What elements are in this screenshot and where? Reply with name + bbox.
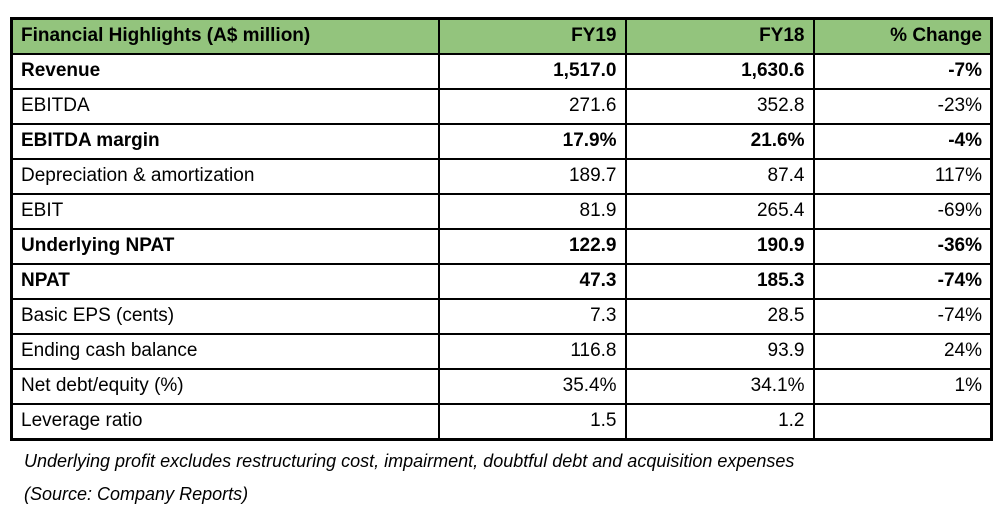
row-label-cell: Basic EPS (cents) [12, 299, 439, 334]
header-cell-fy18: FY18 [626, 19, 814, 55]
change-cell: 117% [814, 159, 992, 194]
fy18-cell: 265.4 [626, 194, 814, 229]
fy19-cell: 47.3 [439, 264, 626, 299]
table-row-npat [12, 264, 992, 299]
table-row-ebit [12, 194, 992, 229]
row-label-cell: Depreciation & amortization [12, 159, 439, 194]
footnotes [24, 449, 980, 506]
row-label-cell: Leverage ratio [12, 404, 439, 440]
row-label-cell: EBITDA margin [12, 124, 439, 159]
fy19-cell: 1,517.0 [439, 54, 626, 89]
table-row-revenue [12, 54, 992, 89]
fy18-cell: 1.2 [626, 404, 814, 440]
table-body [12, 54, 992, 440]
fy18-cell: 87.4 [626, 159, 814, 194]
fy19-cell: 1.5 [439, 404, 626, 440]
fy19-cell: 17.9% [439, 124, 626, 159]
footnote-underlying-profit: Underlying profit excludes restructuring cost, impairment, doubtful debt and acquisition expenses [24, 451, 795, 471]
fy18-cell: 352.8 [626, 89, 814, 124]
row-label-cell: Net debt/equity (%) [12, 369, 439, 404]
header-row [12, 19, 992, 55]
row-label-cell: Underlying NPAT [12, 229, 439, 264]
table-row-depreciation-amortization [12, 159, 992, 194]
fy18-cell: 1,630.6 [626, 54, 814, 89]
table-row-ebitda [12, 89, 992, 124]
change-cell: 24% [814, 334, 992, 369]
change-cell: -4% [814, 124, 992, 159]
financial-highlights-table [10, 17, 993, 441]
change-cell: -36% [814, 229, 992, 264]
change-cell: -74% [814, 299, 992, 334]
header-cell-fy19: FY19 [439, 19, 626, 55]
change-cell: -74% [814, 264, 992, 299]
change-cell: -23% [814, 89, 992, 124]
change-cell: -7% [814, 54, 992, 89]
footnote-source: (Source: Company Reports) [24, 484, 249, 504]
fy18-cell: 28.5 [626, 299, 814, 334]
header-cell-change: % Change [814, 19, 992, 55]
fy18-cell: 93.9 [626, 334, 814, 369]
row-label-cell: EBITDA [12, 89, 439, 124]
table-row-basic-eps [12, 299, 992, 334]
table-row-underlying-npat [12, 229, 992, 264]
fy19-cell: 189.7 [439, 159, 626, 194]
fy18-cell: 34.1% [626, 369, 814, 404]
fy18-cell: 185.3 [626, 264, 814, 299]
table-row-net-debt-equity [12, 369, 992, 404]
fy19-cell: 116.8 [439, 334, 626, 369]
table-row-ebitda-margin [12, 124, 992, 159]
fy19-cell: 35.4% [439, 369, 626, 404]
change-cell [814, 404, 992, 440]
header-cell-title: Financial Highlights (A$ million) [12, 19, 439, 55]
fy19-cell: 122.9 [439, 229, 626, 264]
row-label-cell: Ending cash balance [12, 334, 439, 369]
row-label-cell: EBIT [12, 194, 439, 229]
row-label-cell: Revenue [12, 54, 439, 89]
fy18-cell: 21.6% [626, 124, 814, 159]
fy19-cell: 271.6 [439, 89, 626, 124]
row-label-cell: NPAT [12, 264, 439, 299]
change-cell: 1% [814, 369, 992, 404]
fy18-cell: 190.9 [626, 229, 814, 264]
change-cell: -69% [814, 194, 992, 229]
fy19-cell: 81.9 [439, 194, 626, 229]
table-row-leverage-ratio [12, 404, 992, 440]
table-row-ending-cash-balance [12, 334, 992, 369]
fy19-cell: 7.3 [439, 299, 626, 334]
